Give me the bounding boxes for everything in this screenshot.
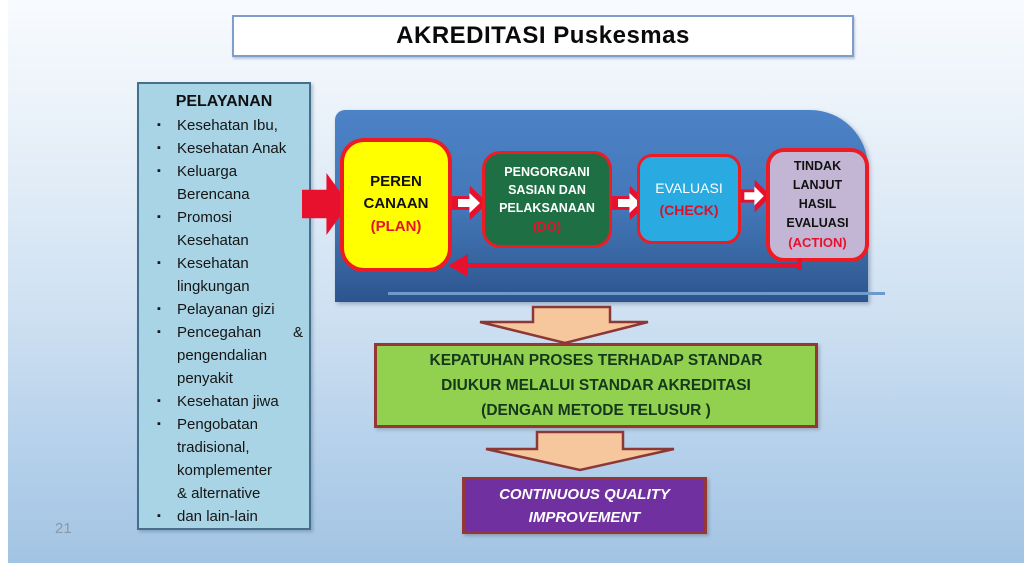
page-number: 21	[55, 520, 72, 537]
action-line: TINDAK	[793, 159, 842, 173]
feedback-arrow-segment	[464, 263, 802, 268]
do-tag: (DO)	[532, 219, 562, 234]
cqi-line: IMPROVEMENT	[528, 508, 641, 526]
pelayanan-panel	[137, 82, 311, 530]
list-item: ▪ Promosi Kesehatan	[156, 206, 303, 252]
kepatuhan-line: DIUKUR MELALUI STANDAR AKREDITASI	[441, 377, 751, 394]
list-item: ▪ Kesehatan lingkungan	[156, 252, 303, 298]
down-arrow-icon	[478, 305, 650, 345]
plan-line: CANAAN	[363, 195, 429, 212]
action-line: LANJUT	[792, 178, 843, 192]
action-box	[766, 148, 869, 262]
check-line: EVALUASI	[655, 179, 723, 196]
list-item: ▪ Kesehatan jiwa	[156, 390, 303, 413]
cqi-line: CONTINUOUS QUALITY	[499, 485, 670, 503]
plan-tag: (PLAN)	[370, 218, 422, 235]
list-item: ▪ Pelayanan gizi	[156, 298, 303, 321]
do-box	[482, 151, 612, 248]
container-underline	[388, 292, 885, 295]
action-line: HASIL	[798, 197, 837, 211]
do-line: PENGORGANI	[504, 165, 590, 179]
kepatuhan-line: KEPATUHAN PROSES TERHADAP STANDAR	[429, 352, 763, 369]
action-tag: (ACTION)	[788, 235, 847, 250]
list-item: ▪ Kesehatan Anak	[156, 137, 303, 160]
list-item: ▪ Keluarga Berencana	[156, 160, 303, 206]
page-title: AKREDITASI Puskesmas	[396, 22, 690, 49]
do-line: PELAKSANAAN	[499, 201, 595, 215]
pelayanan-heading: PELAYANAN	[175, 93, 273, 110]
check-tag: (CHECK)	[659, 201, 719, 218]
pelayanan-list	[139, 114, 309, 528]
title-box	[232, 15, 854, 57]
plan-box	[340, 138, 452, 272]
check-box	[637, 154, 741, 244]
kepatuhan-line: (DENGAN METODE TELUSUR )	[481, 402, 711, 419]
list-item: ▪ Kesehatan Ibu,	[156, 114, 303, 137]
list-item: ▪ dan lain-lain	[156, 505, 303, 528]
plan-line: PEREN	[370, 173, 422, 190]
down-arrow-icon	[484, 430, 676, 472]
list-item: ▪ Pencegahan & pengendalian penyakit	[156, 321, 303, 390]
action-line: EVALUASI	[786, 216, 849, 230]
kepatuhan-box	[374, 343, 818, 428]
do-line: SASIAN DAN	[508, 183, 586, 197]
cqi-box	[462, 477, 707, 534]
list-item: ▪ Pengobatan tradisional, komplementer & alternative	[156, 413, 303, 505]
